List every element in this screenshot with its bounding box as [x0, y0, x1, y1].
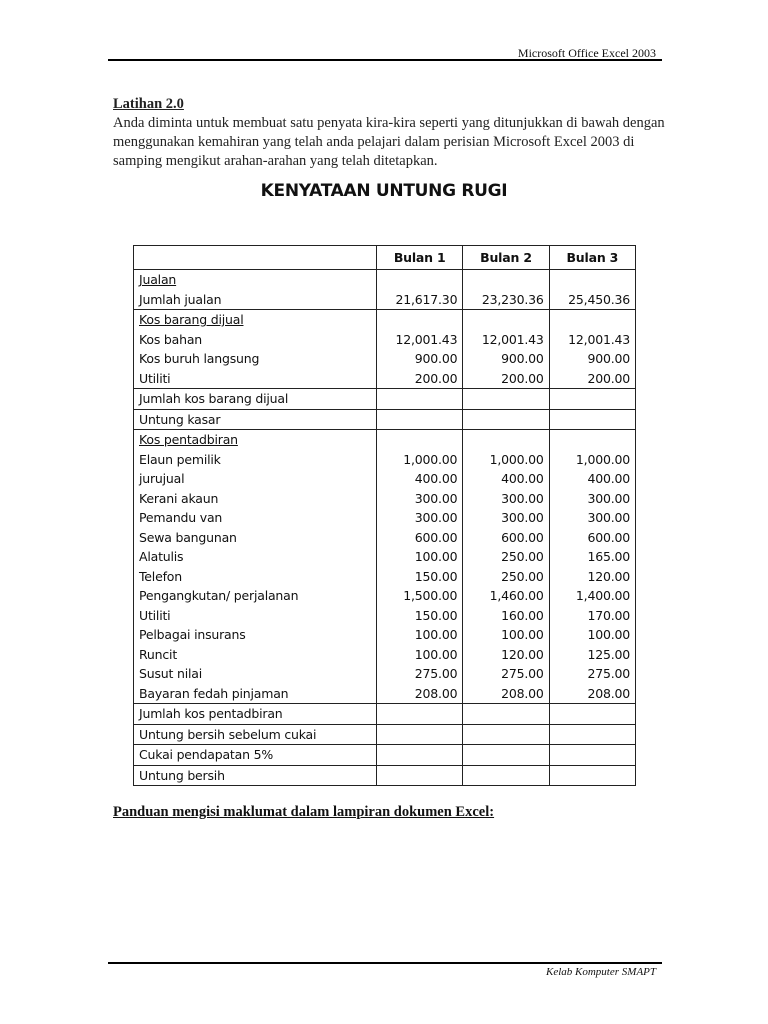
value-cell-bulan-3 [549, 409, 635, 430]
statement-title: KENYATAAN UNTUNG RUGI [260, 181, 508, 201]
value-cell-bulan-2 [463, 430, 549, 450]
value-cell-bulan-3: 170.00 [549, 606, 635, 626]
table-row [134, 369, 636, 389]
row-label-cell: Jumlah kos barang dijual [134, 389, 377, 410]
value-cell-bulan-2: 250.00 [463, 547, 549, 567]
row-label-cell: Elaun pemilik [134, 450, 377, 470]
row-label-cell: Susut nilai [134, 664, 377, 684]
value-cell-bulan-2: 1,000.00 [463, 450, 549, 470]
value-cell-bulan-1: 150.00 [377, 567, 463, 587]
value-cell-bulan-1: 208.00 [377, 684, 463, 704]
column-header: Bulan 1 [377, 246, 463, 270]
row-label-cell: Kerani akaun [134, 489, 377, 509]
value-cell-bulan-3: 100.00 [549, 625, 635, 645]
value-cell-bulan-3: 600.00 [549, 528, 635, 548]
value-cell-bulan-2 [463, 270, 549, 290]
header-divider [108, 59, 662, 61]
value-cell-bulan-3: 400.00 [549, 469, 635, 489]
value-cell-bulan-3: 12,001.43 [549, 330, 635, 350]
value-cell-bulan-2: 23,230.36 [463, 290, 549, 310]
row-label-cell: Alatulis [134, 547, 377, 567]
value-cell-bulan-1: 12,001.43 [377, 330, 463, 350]
table-row [134, 508, 636, 528]
intro-section [113, 95, 673, 171]
value-cell-bulan-3: 1,400.00 [549, 586, 635, 606]
page-header-text: Microsoft Office Excel 2003 [517, 46, 656, 60]
value-cell-bulan-2 [463, 389, 549, 410]
table-row [134, 724, 636, 745]
value-cell-bulan-2: 600.00 [463, 528, 549, 548]
column-header: Bulan 2 [463, 246, 549, 270]
row-label-cell: Kos buruh langsung [134, 349, 377, 369]
value-cell-bulan-2: 300.00 [463, 489, 549, 509]
value-cell-bulan-3 [549, 704, 635, 725]
value-cell-bulan-1: 100.00 [377, 547, 463, 567]
value-cell-bulan-3 [549, 310, 635, 330]
value-cell-bulan-2: 12,001.43 [463, 330, 549, 350]
value-cell-bulan-1: 400.00 [377, 469, 463, 489]
value-cell-bulan-2: 250.00 [463, 567, 549, 587]
row-label-cell: Utiliti [134, 606, 377, 626]
value-cell-bulan-3: 1,000.00 [549, 450, 635, 470]
value-cell-bulan-2 [463, 745, 549, 766]
value-cell-bulan-1 [377, 704, 463, 725]
value-cell-bulan-2 [463, 724, 549, 745]
value-cell-bulan-1 [377, 745, 463, 766]
value-cell-bulan-1: 21,617.30 [377, 290, 463, 310]
table-row [134, 528, 636, 548]
intro-paragraph: Anda diminta untuk membuat satu penyata kira-kira seperti yang ditunjukkan di bawah dengan menggunakan kemahiran yang telah anda pelajari dalam perisian Microsoft Excel 2003 di samping mengikut arahan-arahan yang telah ditetapkan. [113, 115, 665, 169]
table-row [134, 606, 636, 626]
value-cell-bulan-3: 200.00 [549, 369, 635, 389]
value-cell-bulan-3 [549, 765, 635, 786]
value-cell-bulan-3: 208.00 [549, 684, 635, 704]
value-cell-bulan-1: 100.00 [377, 625, 463, 645]
value-cell-bulan-3 [549, 389, 635, 410]
value-cell-bulan-1 [377, 765, 463, 786]
value-cell-bulan-1: 275.00 [377, 664, 463, 684]
value-cell-bulan-3: 25,450.36 [549, 290, 635, 310]
value-cell-bulan-1 [377, 270, 463, 290]
value-cell-bulan-1: 1,000.00 [377, 450, 463, 470]
section-heading-cell: Jualan [134, 270, 377, 290]
table-row [134, 409, 636, 430]
row-label-cell: Jumlah kos pentadbiran [134, 704, 377, 725]
row-label-cell: Sewa bangunan [134, 528, 377, 548]
income-statement-table [133, 245, 636, 786]
row-label-cell: Pelbagai insurans [134, 625, 377, 645]
value-cell-bulan-3: 165.00 [549, 547, 635, 567]
row-label-cell: Utiliti [134, 369, 377, 389]
section-heading-cell: Kos barang dijual [134, 310, 377, 330]
table-row [134, 349, 636, 369]
table-row [134, 469, 636, 489]
section-heading-cell: Kos pentadbiran [134, 430, 377, 450]
row-label-cell: Untung bersih sebelum cukai [134, 724, 377, 745]
row-label-cell: Cukai pendapatan 5% [134, 745, 377, 766]
table-row [134, 489, 636, 509]
table-row [134, 330, 636, 350]
row-label-cell: Pengangkutan/ perjalanan [134, 586, 377, 606]
value-cell-bulan-3 [549, 270, 635, 290]
row-label-cell: Kos bahan [134, 330, 377, 350]
value-cell-bulan-3: 125.00 [549, 645, 635, 665]
table-row [134, 430, 636, 450]
table-row [134, 290, 636, 310]
table-row [134, 547, 636, 567]
footer-divider [108, 962, 662, 964]
value-cell-bulan-1: 1,500.00 [377, 586, 463, 606]
value-cell-bulan-2: 120.00 [463, 645, 549, 665]
value-cell-bulan-1 [377, 310, 463, 330]
table-row [134, 625, 636, 645]
value-cell-bulan-1 [377, 430, 463, 450]
value-cell-bulan-3 [549, 724, 635, 745]
table-row [134, 765, 636, 786]
value-cell-bulan-1: 600.00 [377, 528, 463, 548]
value-cell-bulan-2 [463, 409, 549, 430]
table-header-row [134, 246, 636, 270]
value-cell-bulan-3: 900.00 [549, 349, 635, 369]
value-cell-bulan-1: 300.00 [377, 489, 463, 509]
row-label-cell: Pemandu van [134, 508, 377, 528]
value-cell-bulan-2: 300.00 [463, 508, 549, 528]
row-label-cell: Untung kasar [134, 409, 377, 430]
table-row [134, 704, 636, 725]
value-cell-bulan-3: 120.00 [549, 567, 635, 587]
value-cell-bulan-3: 300.00 [549, 489, 635, 509]
value-cell-bulan-2: 160.00 [463, 606, 549, 626]
row-label-cell: jurujual [134, 469, 377, 489]
value-cell-bulan-2 [463, 704, 549, 725]
value-cell-bulan-2 [463, 765, 549, 786]
column-header: Bulan 3 [549, 246, 635, 270]
table-row [134, 389, 636, 410]
guide-heading: Panduan mengisi maklumat dalam lampiran dokumen Excel: [113, 804, 495, 820]
table-row [134, 586, 636, 606]
value-cell-bulan-1 [377, 409, 463, 430]
value-cell-bulan-2: 275.00 [463, 664, 549, 684]
value-cell-bulan-3 [549, 745, 635, 766]
row-label-cell: Telefon [134, 567, 377, 587]
value-cell-bulan-3 [549, 430, 635, 450]
value-cell-bulan-2: 200.00 [463, 369, 549, 389]
exercise-heading: Latihan 2.0 [113, 96, 184, 112]
value-cell-bulan-2: 208.00 [463, 684, 549, 704]
row-label-cell: Bayaran fedah pinjaman [134, 684, 377, 704]
value-cell-bulan-1: 100.00 [377, 645, 463, 665]
value-cell-bulan-1: 150.00 [377, 606, 463, 626]
table-row [134, 645, 636, 665]
value-cell-bulan-1: 900.00 [377, 349, 463, 369]
value-cell-bulan-2: 400.00 [463, 469, 549, 489]
table-row [134, 664, 636, 684]
value-cell-bulan-1 [377, 724, 463, 745]
page-footer-text: Kelab Komputer SMAPT [546, 966, 656, 978]
row-label-cell: Untung bersih [134, 765, 377, 786]
table-row [134, 684, 636, 704]
row-label-cell: Jumlah jualan [134, 290, 377, 310]
value-cell-bulan-2: 900.00 [463, 349, 549, 369]
column-header [134, 246, 377, 270]
value-cell-bulan-2: 100.00 [463, 625, 549, 645]
table-row [134, 567, 636, 587]
table-row [134, 270, 636, 290]
table-row [134, 310, 636, 330]
value-cell-bulan-2 [463, 310, 549, 330]
value-cell-bulan-3: 275.00 [549, 664, 635, 684]
value-cell-bulan-1: 200.00 [377, 369, 463, 389]
table-row [134, 450, 636, 470]
table-row [134, 745, 636, 766]
row-label-cell: Runcit [134, 645, 377, 665]
value-cell-bulan-1 [377, 389, 463, 410]
value-cell-bulan-1: 300.00 [377, 508, 463, 528]
value-cell-bulan-3: 300.00 [549, 508, 635, 528]
value-cell-bulan-2: 1,460.00 [463, 586, 549, 606]
